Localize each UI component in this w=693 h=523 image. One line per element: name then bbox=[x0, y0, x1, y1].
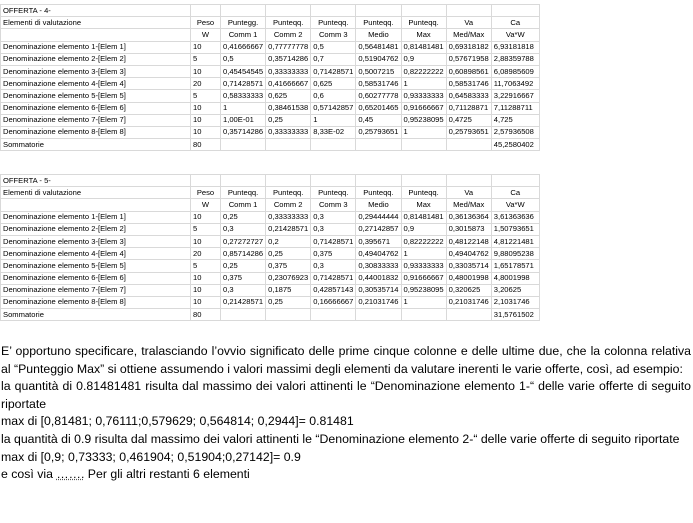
table-cell: 0,36136364 bbox=[446, 211, 491, 223]
table-row bbox=[1, 53, 540, 65]
table-cell: 3,20625 bbox=[491, 284, 539, 296]
table-row bbox=[1, 284, 540, 296]
column-header: Comm 1 bbox=[221, 29, 266, 41]
column-header: Punteqq. bbox=[266, 17, 311, 29]
column-header: W bbox=[191, 199, 221, 211]
table-cell: 0,3 bbox=[311, 211, 356, 223]
closing-start: e così via bbox=[1, 467, 57, 482]
table-cell: 0,77777778 bbox=[266, 41, 311, 53]
column-header: Va*W bbox=[491, 199, 539, 211]
table-cell: 0,25 bbox=[266, 248, 311, 260]
table-cell: 1,50793651 bbox=[491, 223, 539, 235]
table-cell: 0,48122148 bbox=[446, 235, 491, 247]
table-cell: 0,41666667 bbox=[266, 78, 311, 90]
column-header: Ca bbox=[491, 187, 539, 199]
table-row bbox=[1, 41, 540, 53]
table-cell: 0,51904762 bbox=[356, 53, 401, 65]
table-cell: 0,33333333 bbox=[266, 65, 311, 77]
table-cell: 0,3 bbox=[311, 223, 356, 235]
column-header: Max bbox=[401, 29, 446, 41]
row-label: Denominazione elemento 6-[Elem 6] bbox=[1, 272, 191, 284]
table-cell: 0,82222222 bbox=[401, 65, 446, 77]
table-cell: 0,33333333 bbox=[266, 211, 311, 223]
table-cell: 0,375 bbox=[221, 272, 266, 284]
paragraph-closing bbox=[1, 466, 691, 484]
table-cell: 0,7 bbox=[311, 53, 356, 65]
empty-cell bbox=[191, 175, 221, 187]
table-cell: 6,08985609 bbox=[491, 65, 539, 77]
table-cell: 0,60277778 bbox=[356, 90, 401, 102]
column-header: Peso bbox=[191, 187, 221, 199]
table-row bbox=[1, 211, 540, 223]
table-cell: 0,1875 bbox=[266, 284, 311, 296]
column-header: Elementi di valutazione bbox=[1, 17, 191, 29]
empty-cell bbox=[356, 175, 401, 187]
column-header bbox=[1, 29, 191, 41]
table-row bbox=[1, 65, 540, 77]
table-cell: 0,41666667 bbox=[221, 41, 266, 53]
table-cell: 0,44001832 bbox=[356, 272, 401, 284]
table-header-row bbox=[1, 29, 540, 41]
table-row bbox=[1, 296, 540, 308]
empty-cell bbox=[491, 5, 539, 17]
table-cell: 4,725 bbox=[491, 114, 539, 126]
table-cell: 0,35714286 bbox=[221, 126, 266, 138]
table-cell: 1 bbox=[401, 248, 446, 260]
table-cell: 0,56481481 bbox=[356, 41, 401, 53]
table-cell: 9,88095238 bbox=[491, 248, 539, 260]
table-cell: 0,21428571 bbox=[266, 223, 311, 235]
table-cell: 10 bbox=[191, 65, 221, 77]
table-cell: 5 bbox=[191, 260, 221, 272]
table-cell: 1 bbox=[221, 102, 266, 114]
row-label: Denominazione elemento 3-[Elem 3] bbox=[1, 235, 191, 247]
row-label: Denominazione elemento 5-[Elem 5] bbox=[1, 260, 191, 272]
table-cell: 0,82222222 bbox=[401, 235, 446, 247]
column-header bbox=[1, 199, 191, 211]
table-cell: 0,71428571 bbox=[221, 78, 266, 90]
table-cell: 5 bbox=[191, 53, 221, 65]
empty-cell bbox=[311, 139, 356, 151]
table-row bbox=[1, 235, 540, 247]
empty-cell bbox=[401, 309, 446, 321]
table-cell: 1 bbox=[401, 78, 446, 90]
table-cell: 0,3 bbox=[221, 284, 266, 296]
table-cell: 0,25793651 bbox=[446, 126, 491, 138]
table-cell: 7,11288711 bbox=[491, 102, 539, 114]
formula-element-2: max di [0,9; 0,73333; 0,461904; 0,51904;0,27142]= 0.9 bbox=[1, 449, 301, 464]
explanation-text bbox=[1, 343, 691, 484]
table-cell: 0,71428571 bbox=[311, 272, 356, 284]
table-cell: 0,16666667 bbox=[311, 296, 356, 308]
table-cell: 0,33333333 bbox=[266, 126, 311, 138]
column-header: Comm 3 bbox=[311, 29, 356, 41]
table-cell: 0,3015873 bbox=[446, 223, 491, 235]
table-cell: 3,61363636 bbox=[491, 211, 539, 223]
table-cell: 10 bbox=[191, 272, 221, 284]
table-header-row bbox=[1, 187, 540, 199]
table-cell: 4,8001998 bbox=[491, 272, 539, 284]
table-cell: 0,3 bbox=[221, 223, 266, 235]
table-cell: 10 bbox=[191, 211, 221, 223]
table-cell: 0,71128871 bbox=[446, 102, 491, 114]
row-label: Denominazione elemento 2-[Elem 2] bbox=[1, 53, 191, 65]
table-cell: 0,30535714 bbox=[356, 284, 401, 296]
table-cell: 10 bbox=[191, 284, 221, 296]
row-label: Denominazione elemento 5-[Elem 5] bbox=[1, 90, 191, 102]
table-header-row bbox=[1, 17, 540, 29]
empty-cell bbox=[311, 5, 356, 17]
totals-row bbox=[1, 139, 540, 151]
column-header: Punteqq. bbox=[356, 17, 401, 29]
empty-cell bbox=[266, 5, 311, 17]
column-header: Puntegg. bbox=[221, 17, 266, 29]
table-cell: 0,35714286 bbox=[266, 53, 311, 65]
table-cell: 4,81221481 bbox=[491, 235, 539, 247]
table-cell: 10 bbox=[191, 126, 221, 138]
table-cell: 1 bbox=[401, 126, 446, 138]
empty-cell bbox=[446, 175, 491, 187]
table-cell: 0,25 bbox=[266, 296, 311, 308]
table-cell: 0,27272727 bbox=[221, 235, 266, 247]
column-header: Max bbox=[401, 199, 446, 211]
column-header: Va bbox=[446, 17, 491, 29]
table-cell: 0,85714286 bbox=[221, 248, 266, 260]
column-header: Med/Max bbox=[446, 199, 491, 211]
column-header: Va bbox=[446, 187, 491, 199]
paragraph-intro: E’ opportuno specificare, tralasciando l’ovvio significato delle prime cinque colonne e delle ultime due, che la colonna relativa al “Punteggio Max” si ottiene assumendo i valori massimi degli elementi da valutare inerenti le varie offerte, così, ad esempio: bbox=[1, 344, 691, 376]
table-cell: 0,625 bbox=[311, 78, 356, 90]
table-cell: 0,6 bbox=[311, 90, 356, 102]
empty-cell bbox=[266, 175, 311, 187]
table-row bbox=[1, 272, 540, 284]
table-cell: 0,395671 bbox=[356, 235, 401, 247]
table-cell: 0,71428571 bbox=[311, 235, 356, 247]
closing-dots: ……. bbox=[56, 467, 85, 482]
empty-cell bbox=[446, 139, 491, 151]
table-cell: 0,58333333 bbox=[221, 90, 266, 102]
table-cell: 0,91666667 bbox=[401, 272, 446, 284]
table-cell: 0,65201465 bbox=[356, 102, 401, 114]
column-header: Va*W bbox=[491, 29, 539, 41]
table-cell: 11,7063492 bbox=[491, 78, 539, 90]
table-cell: 0,25 bbox=[221, 211, 266, 223]
row-label: Denominazione elemento 7-[Elem 7] bbox=[1, 114, 191, 126]
table-cell: 0,5 bbox=[221, 53, 266, 65]
table-cell: 0,3 bbox=[311, 260, 356, 272]
table-cell: 0,93333333 bbox=[401, 260, 446, 272]
table-cell: 0,58531746 bbox=[356, 78, 401, 90]
table-cell: 0,9 bbox=[401, 223, 446, 235]
table-cell: 0,57671958 bbox=[446, 53, 491, 65]
table-cell: 0,25 bbox=[221, 260, 266, 272]
table-row bbox=[1, 114, 540, 126]
table-cell: 0,69318182 bbox=[446, 41, 491, 53]
table-cell: 0,21428571 bbox=[221, 296, 266, 308]
column-header: Medio bbox=[356, 199, 401, 211]
totals-row bbox=[1, 309, 540, 321]
empty-cell bbox=[221, 309, 266, 321]
totals-weight: 80 bbox=[191, 139, 221, 151]
table-cell: 2,1031746 bbox=[491, 296, 539, 308]
table-cell: 0,625 bbox=[266, 90, 311, 102]
table-cell: 0,81481481 bbox=[401, 41, 446, 53]
empty-cell bbox=[356, 5, 401, 17]
table-cell: 5 bbox=[191, 90, 221, 102]
row-label: Denominazione elemento 7-[Elem 7] bbox=[1, 284, 191, 296]
table-cell: 0,58531746 bbox=[446, 78, 491, 90]
empty-cell bbox=[221, 5, 266, 17]
table-cell: 0,42857143 bbox=[311, 284, 356, 296]
offerta-4-table bbox=[0, 4, 540, 151]
table-cell: 0,45454545 bbox=[221, 65, 266, 77]
table-cell: 0,320625 bbox=[446, 284, 491, 296]
empty-cell bbox=[191, 5, 221, 17]
empty-cell bbox=[401, 5, 446, 17]
table-title: OFFERTA - 5- bbox=[1, 175, 191, 187]
table-row bbox=[1, 102, 540, 114]
totals-label: Sommatorie bbox=[1, 309, 191, 321]
table-cell: 0,5007215 bbox=[356, 65, 401, 77]
row-label: Denominazione elemento 3-[Elem 3] bbox=[1, 65, 191, 77]
row-label: Denominazione elemento 4-[Elem 4] bbox=[1, 78, 191, 90]
column-header: Comm 2 bbox=[266, 199, 311, 211]
table-cell: 0,21031746 bbox=[446, 296, 491, 308]
table-cell: 1 bbox=[311, 114, 356, 126]
row-label: Denominazione elemento 1-[Elem 1] bbox=[1, 41, 191, 53]
table-cell: 1,65178571 bbox=[491, 260, 539, 272]
table-cell: 0,23076923 bbox=[266, 272, 311, 284]
table-row bbox=[1, 90, 540, 102]
table-cell: 20 bbox=[191, 78, 221, 90]
table-cell: 0,25793651 bbox=[356, 126, 401, 138]
row-label: Denominazione elemento 1-[Elem 1] bbox=[1, 211, 191, 223]
column-header: Punteqq. bbox=[401, 187, 446, 199]
table-cell: 8,33E-02 bbox=[311, 126, 356, 138]
table-cell: 0,64583333 bbox=[446, 90, 491, 102]
empty-cell bbox=[401, 139, 446, 151]
empty-cell bbox=[266, 309, 311, 321]
column-header: Peso bbox=[191, 17, 221, 29]
empty-cell bbox=[311, 309, 356, 321]
table-cell: 0,71428571 bbox=[311, 65, 356, 77]
table-row bbox=[1, 78, 540, 90]
totals-value: 31,5761502 bbox=[491, 309, 539, 321]
column-header: Punteqq. bbox=[221, 187, 266, 199]
table-cell: 10 bbox=[191, 41, 221, 53]
table-cell: 10 bbox=[191, 114, 221, 126]
paragraph-element-2: la quantità di 0.9 risulta dal massimo dei valori attinenti le “Denominazione elemento 2-“ delle varie offerte di seguito riportate bbox=[1, 431, 680, 446]
table-cell: 10 bbox=[191, 296, 221, 308]
totals-weight: 80 bbox=[191, 309, 221, 321]
table-cell: 0,30833333 bbox=[356, 260, 401, 272]
offerta-5-table bbox=[0, 174, 540, 321]
column-header: Ca bbox=[491, 17, 539, 29]
column-header: Punteqq. bbox=[356, 187, 401, 199]
table-cell: 0,4725 bbox=[446, 114, 491, 126]
table-cell: 5 bbox=[191, 223, 221, 235]
table-cell: 0,95238095 bbox=[401, 284, 446, 296]
table-cell: 0,38461538 bbox=[266, 102, 311, 114]
paragraph-element-1: la quantità di 0.81481481 risulta dal massimo dei valori attinenti le “Denominazione elemento 1-“ delle varie offerte di seguito riportate bbox=[1, 379, 691, 411]
table-cell: 0,57142857 bbox=[311, 102, 356, 114]
column-header: Medio bbox=[356, 29, 401, 41]
empty-cell bbox=[221, 175, 266, 187]
table-title-row bbox=[1, 5, 540, 17]
table-cell: 3,22916667 bbox=[491, 90, 539, 102]
table-cell: 1,00E-01 bbox=[221, 114, 266, 126]
table-cell: 0,25 bbox=[266, 114, 311, 126]
table-cell: 0,9 bbox=[401, 53, 446, 65]
empty-cell bbox=[491, 175, 539, 187]
totals-value: 45,2580402 bbox=[491, 139, 539, 151]
table-cell: 0,60898561 bbox=[446, 65, 491, 77]
closing-end: Per gli altri restanti 6 elementi bbox=[84, 467, 250, 482]
empty-cell bbox=[446, 309, 491, 321]
table-cell: 0,375 bbox=[311, 248, 356, 260]
column-header: Punteqq. bbox=[266, 187, 311, 199]
empty-cell bbox=[356, 139, 401, 151]
table-title: OFFERTA - 4- bbox=[1, 5, 191, 17]
table-title-row bbox=[1, 175, 540, 187]
column-header: Comm 3 bbox=[311, 199, 356, 211]
table-cell: 10 bbox=[191, 102, 221, 114]
table-cell: 2,88359788 bbox=[491, 53, 539, 65]
empty-cell bbox=[221, 139, 266, 151]
table-cell: 0,375 bbox=[266, 260, 311, 272]
table-cell: 10 bbox=[191, 235, 221, 247]
table-cell: 0,2 bbox=[266, 235, 311, 247]
table-cell: 0,45 bbox=[356, 114, 401, 126]
table-cell: 20 bbox=[191, 248, 221, 260]
column-header: Punteqq. bbox=[401, 17, 446, 29]
column-header: Comm 2 bbox=[266, 29, 311, 41]
table-cell: 2,57936508 bbox=[491, 126, 539, 138]
table-cell: 0,49404762 bbox=[446, 248, 491, 260]
table-cell: 0,27142857 bbox=[356, 223, 401, 235]
column-header: Elementi di valutazione bbox=[1, 187, 191, 199]
table-cell: 0,21031746 bbox=[356, 296, 401, 308]
empty-cell bbox=[266, 139, 311, 151]
table-row bbox=[1, 126, 540, 138]
column-header: Punteqq. bbox=[311, 17, 356, 29]
table-cell: 0,81481481 bbox=[401, 211, 446, 223]
table-cell: 0,5 bbox=[311, 41, 356, 53]
empty-cell bbox=[356, 309, 401, 321]
row-label: Denominazione elemento 4-[Elem 4] bbox=[1, 248, 191, 260]
table-cell: 0,91666667 bbox=[401, 102, 446, 114]
table-row bbox=[1, 260, 540, 272]
table-row bbox=[1, 223, 540, 235]
row-label: Denominazione elemento 8-[Elem 8] bbox=[1, 126, 191, 138]
totals-label: Sommatorie bbox=[1, 139, 191, 151]
empty-cell bbox=[311, 175, 356, 187]
empty-cell bbox=[446, 5, 491, 17]
column-header: W bbox=[191, 29, 221, 41]
formula-element-1: max di [0,81481; 0,76111;0,579629; 0,564814; 0,2944]= 0.81481 bbox=[1, 414, 354, 429]
row-label: Denominazione elemento 8-[Elem 8] bbox=[1, 296, 191, 308]
table-cell: 0,93333333 bbox=[401, 90, 446, 102]
row-label: Denominazione elemento 6-[Elem 6] bbox=[1, 102, 191, 114]
table-cell: 1 bbox=[401, 296, 446, 308]
column-header: Med/Max bbox=[446, 29, 491, 41]
table-cell: 0,48001998 bbox=[446, 272, 491, 284]
table-row bbox=[1, 248, 540, 260]
table-cell: 6,93181818 bbox=[491, 41, 539, 53]
table-header-row bbox=[1, 199, 540, 211]
column-header: Punteqq. bbox=[311, 187, 356, 199]
empty-cell bbox=[401, 175, 446, 187]
table-cell: 0,29444444 bbox=[356, 211, 401, 223]
column-header: Comm 1 bbox=[221, 199, 266, 211]
table-cell: 0,95238095 bbox=[401, 114, 446, 126]
table-cell: 0,33035714 bbox=[446, 260, 491, 272]
table-cell: 0,49404762 bbox=[356, 248, 401, 260]
row-label: Denominazione elemento 2-[Elem 2] bbox=[1, 223, 191, 235]
